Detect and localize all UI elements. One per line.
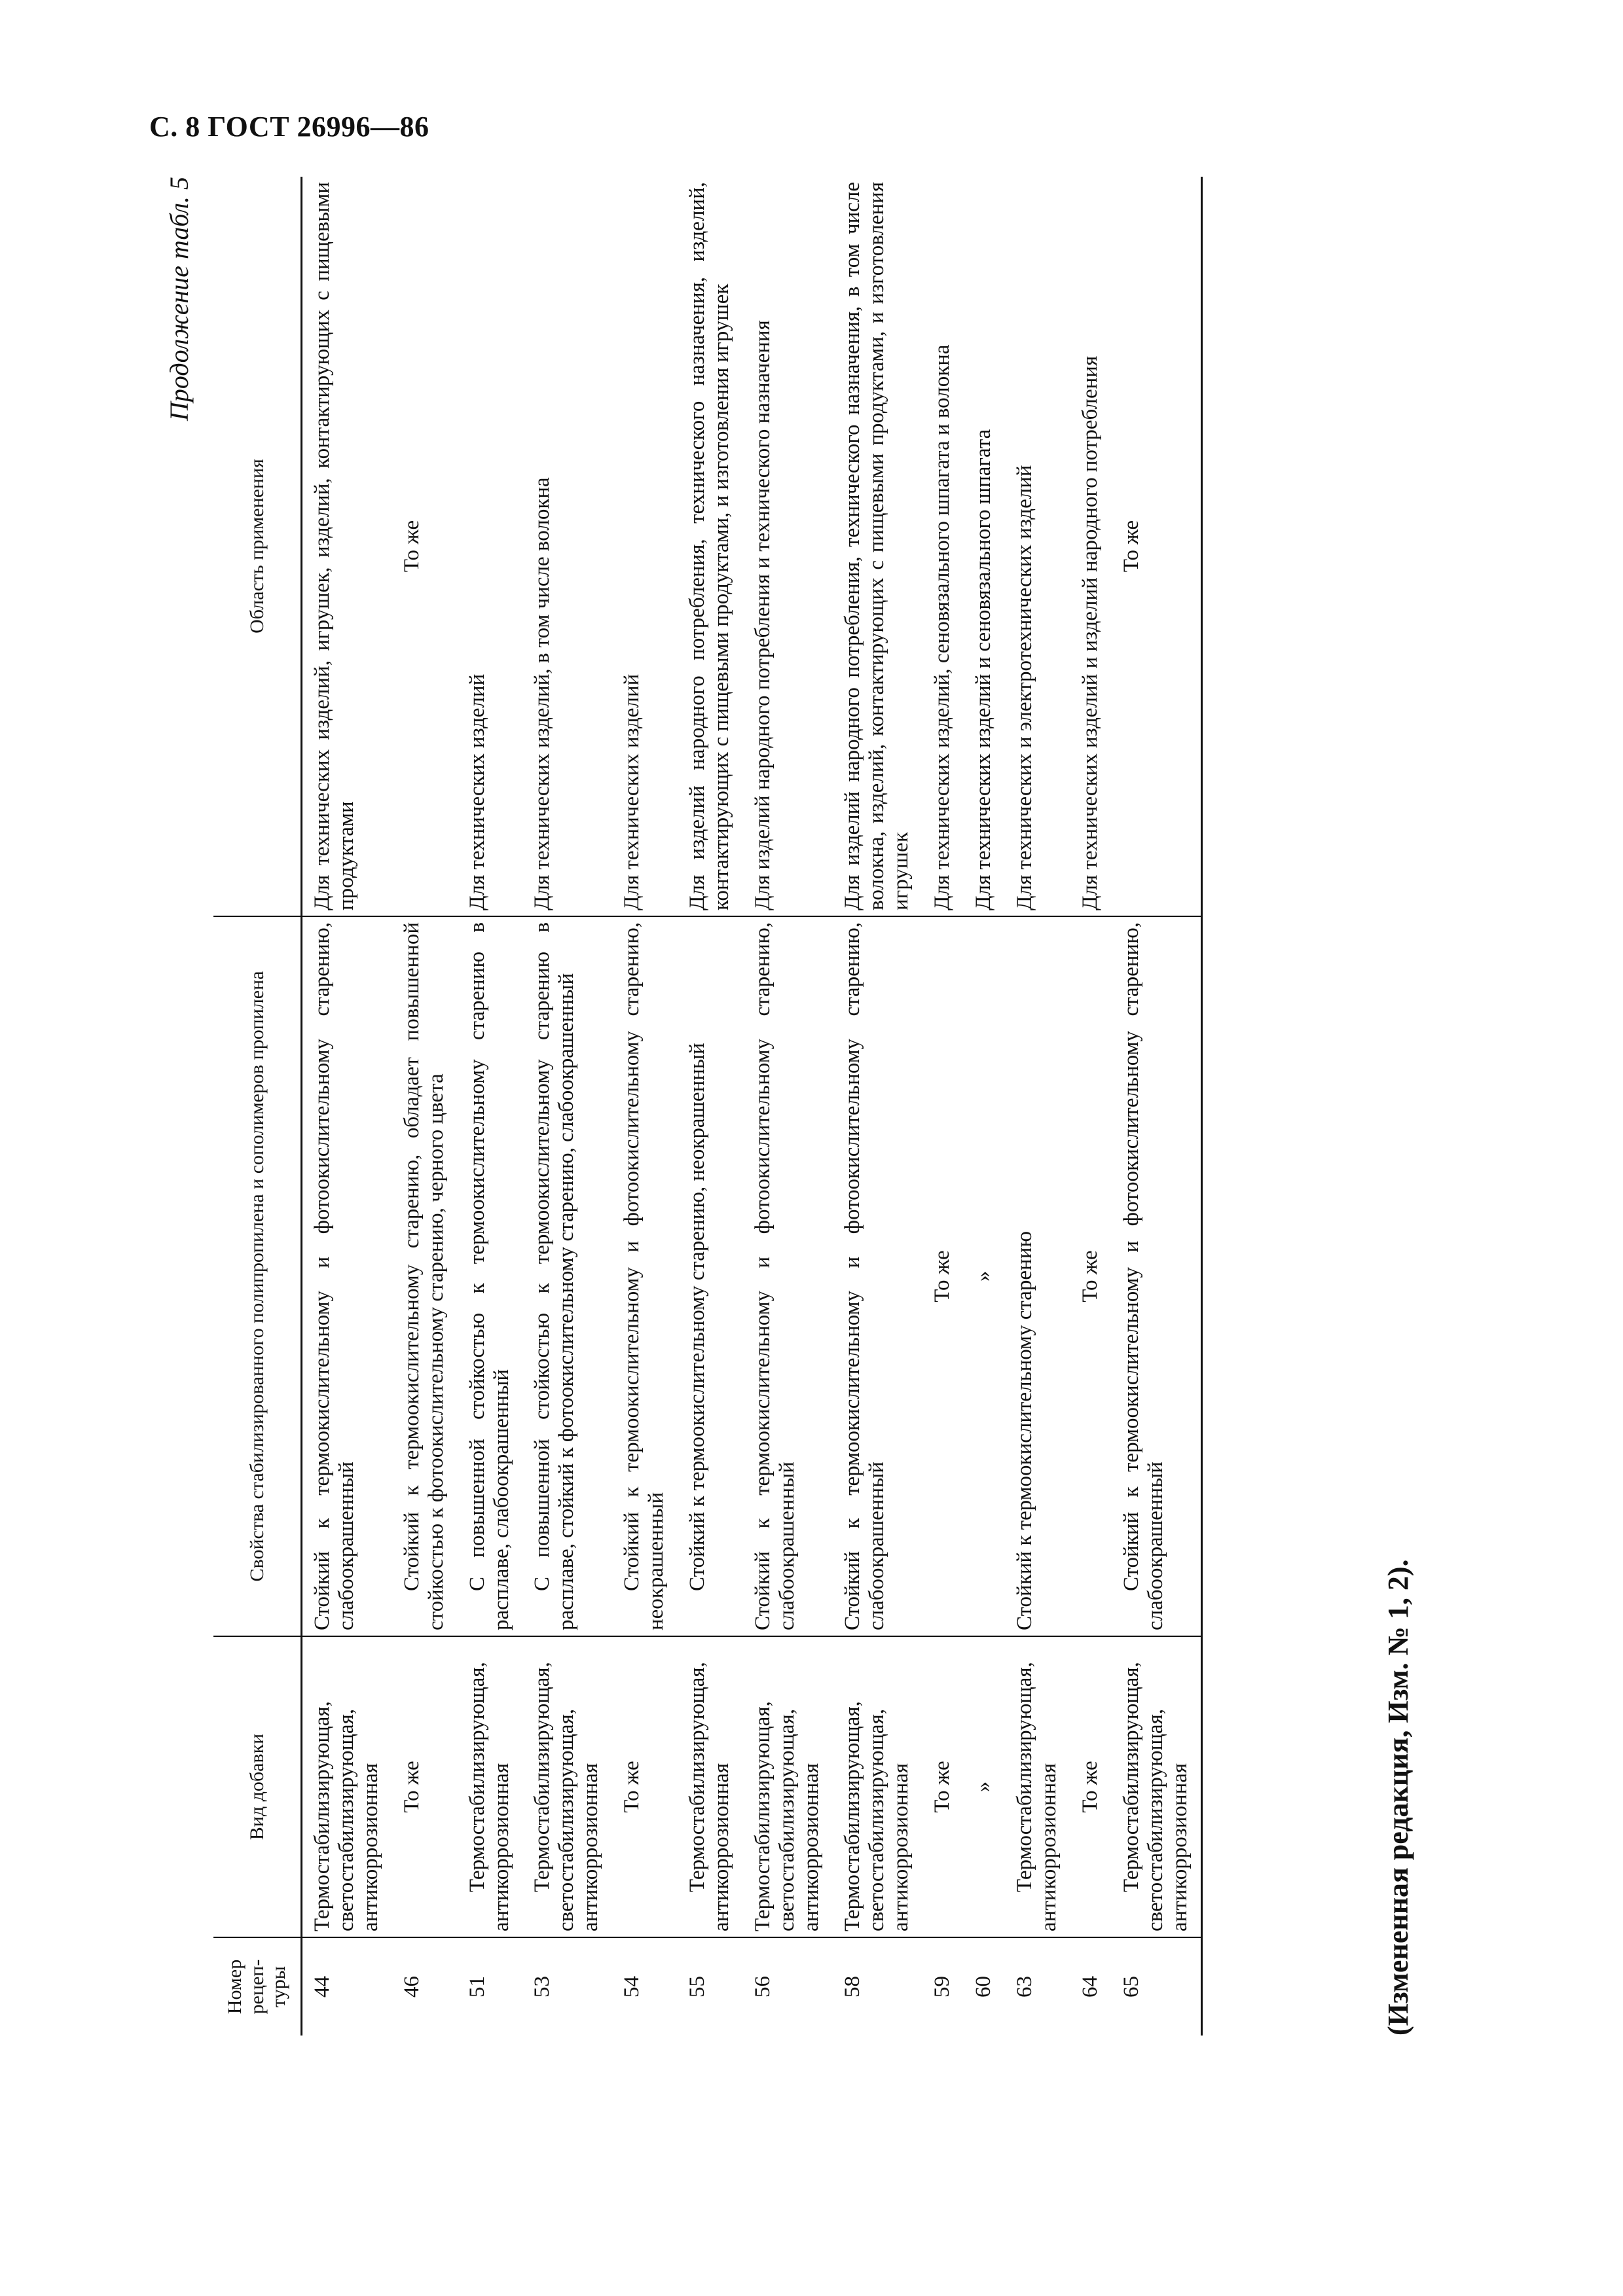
cell-number: 64 xyxy=(1078,1976,1102,1998)
table-row xyxy=(612,177,678,2036)
cell-application: Для технических изделий, сеновязального шпагата и волокна xyxy=(922,177,964,916)
cell-properties: Стойкий к термоокислительному старению, неокрашенный xyxy=(678,916,743,1636)
table-row xyxy=(922,177,964,2036)
cell-additive-type: То же xyxy=(1070,1636,1112,1937)
cell-additive-type: » xyxy=(964,1636,1005,1937)
cell-number: 53 xyxy=(530,1976,555,1998)
table-row xyxy=(964,177,1005,2036)
column-header-additive-type: Вид добавки xyxy=(213,1636,301,1937)
cell-properties: Стойкий к термоокислительному и фотоокислительному старению, слабоокрашенный xyxy=(301,916,392,1636)
cell-additive-type: Термостабилизирующая, антикоррозионная xyxy=(678,1636,743,1937)
cell-additive-type: Термостабилизирующая, светостабилизирующая, антикоррозионная xyxy=(743,1636,833,1937)
cell-number: 63 xyxy=(1012,1976,1036,1998)
page-header: С. 8 ГОСТ 26996—86 xyxy=(149,111,429,143)
cell-properties: С повышенной стойкостью к термоокислительному старению в расплаве, слабоокрашенный xyxy=(458,916,523,1636)
table-row xyxy=(743,177,833,2036)
cell-number: 58 xyxy=(840,1976,864,1998)
cell-properties: Стойкий к термоокислительному и фотоокислительному старению, неокрашенный xyxy=(612,916,678,1636)
cell-application: Для технических и электротехнических изделий xyxy=(1005,177,1070,916)
cell-application: Для технических изделий и изделий народного потребления xyxy=(1070,177,1112,916)
table-row xyxy=(301,177,392,2036)
cell-number: 54 xyxy=(620,1976,644,1998)
cell-properties: То же xyxy=(1070,916,1112,1636)
cell-additive-type: Термостабилизирующая, светостабилизирующая, антикоррозионная xyxy=(522,1636,612,1937)
cell-additive-type: То же xyxy=(922,1636,964,1937)
cell-number: 60 xyxy=(971,1976,995,1998)
cell-properties: » xyxy=(964,916,1005,1636)
cell-number: 46 xyxy=(399,1976,424,1998)
cell-additive-type: То же xyxy=(392,1636,458,1937)
cell-additive-type: Термостабилизирующая, светостабилизирующая, антикоррозионная xyxy=(301,1636,392,1937)
table-row xyxy=(678,177,743,2036)
cell-properties: Стойкий к термоокислительному и фотоокислительному старению, слабоокрашенный xyxy=(743,916,833,1636)
cell-properties: Стойкий к термоокислительному старению, обладает повышенной стойкостью к фотоокислительному старению, черного цвета xyxy=(392,916,458,1636)
cell-properties: С повышенной стойкостью к термоокислительному старению в расплаве, стойкий к фотоокислительному старению, слабоокрашенный xyxy=(522,916,612,1636)
cell-number: 51 xyxy=(465,1976,489,1998)
table-continuation-label: Продолжение табл. 5 xyxy=(164,177,194,422)
cell-additive-type: Термостабилизирующая, антикоррозионная xyxy=(458,1636,523,1937)
cell-additive-type: Термостабилизирующая, светостабилизирующая, антикоррозионная xyxy=(1112,1636,1202,1937)
cell-application: Для изделий народного потребления, технического назначения, изделий, контактирующих с пищевыми продуктами, и изготовления игрушек xyxy=(678,177,743,916)
cell-application: Для технических изделий, игрушек, изделий, контактирующих с пищевыми продуктами xyxy=(301,177,392,916)
table-row xyxy=(1005,177,1070,2036)
cell-application: Для изделий народного потребления и технического назначения xyxy=(743,177,833,916)
table-row xyxy=(458,177,523,2036)
table-row xyxy=(1070,177,1112,2036)
cell-application: Для технических изделий xyxy=(458,177,523,916)
cell-number: 65 xyxy=(1112,1937,1202,2036)
cell-number: 56 xyxy=(751,1976,775,1998)
cell-number: 44 xyxy=(310,1976,334,1998)
column-header-properties: Свойства стабилизированного полипропилена и сополимеров пропилена xyxy=(213,916,301,1636)
table-row xyxy=(833,177,922,2036)
cell-application: Для технических изделий и сеновязального шпагата xyxy=(964,177,1005,916)
cell-properties: Стойкий к термоокислительному и фотоокислительному старению, слабоокрашенный xyxy=(833,916,922,1636)
table-header-row xyxy=(213,177,301,2036)
cell-additive-type: Термостабилизирующая, антикоррозионная xyxy=(1005,1636,1070,1937)
cell-number: 59 xyxy=(930,1976,954,1998)
column-header-number: Номер рецеп-туры xyxy=(213,1937,301,2036)
table-row xyxy=(392,177,458,2036)
rotated-table-sheet xyxy=(164,177,1434,2036)
recipe-table xyxy=(213,177,1203,2036)
column-header-application: Область применения xyxy=(213,177,301,916)
table-row xyxy=(522,177,612,2036)
cell-properties: Стойкий к термоокислительному старению xyxy=(1005,916,1070,1636)
cell-application: Для технических изделий, в том числе волокна xyxy=(522,177,612,916)
table-row xyxy=(1112,177,1202,2036)
cell-application: Для технических изделий xyxy=(612,177,678,916)
cell-properties: Стойкий к термоокислительному и фотоокислительному старению, слабоокрашенный xyxy=(1112,916,1202,1636)
cell-application: Для изделий народного потребления, технического назначения, в том числе волокна, изделий, контактирующих с пищевыми продуктами, и изготовления игрушек xyxy=(833,177,922,916)
cell-additive-type: То же xyxy=(612,1636,678,1937)
cell-additive-type: Термостабилизирующая, светостабилизирующая, антикоррозионная xyxy=(833,1636,922,1937)
cell-application: То же xyxy=(1112,177,1202,916)
cell-number: 55 xyxy=(685,1976,710,1998)
cell-properties: То же xyxy=(922,916,964,1636)
amendment-note: (Измененная редакция, Изм. № 1, 2). xyxy=(1382,1559,1414,2036)
cell-application: То же xyxy=(392,177,458,916)
